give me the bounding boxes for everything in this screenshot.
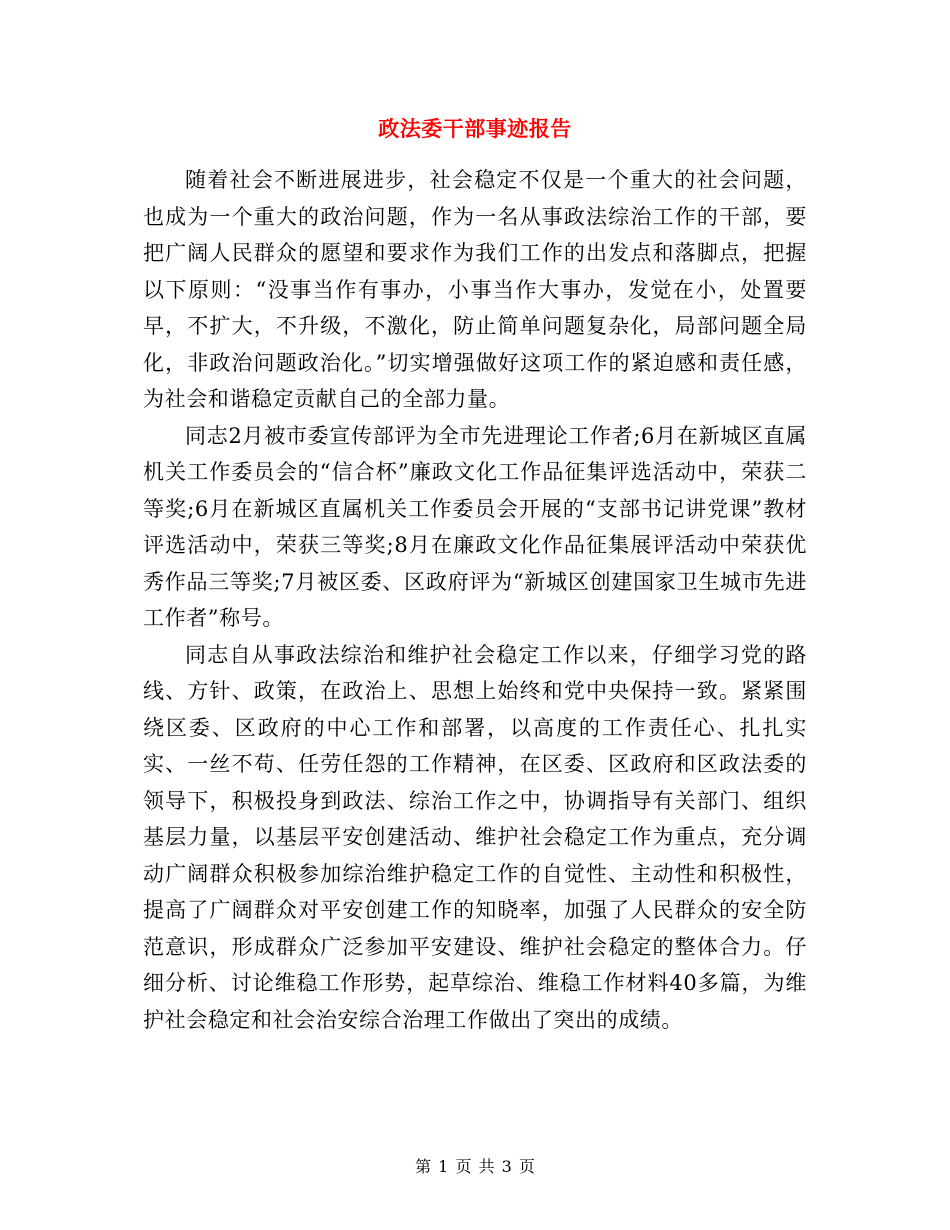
- page-footer: 第 1 页 共 3 页: [415, 1157, 535, 1176]
- document-body: [143, 162, 807, 1038]
- document-title: 政法委干部事迹报告: [378, 116, 572, 141]
- paragraph-3: 同志自从事政法综治和维护社会稳定工作以来，仔细学习党的路线、方针、政策，在政治上、思想上始终和党中央保持一致。紧紧围绕区委、区政府的中心工作和部署，以高度的工作责任心、扎扎实实、一丝不苟、任劳任怨的工作精神，在区委、区政府和区政法委的领导下，积极投身到政法、综治工作之中，协调指导有关部门、组织基层力量，以基层平安创建活动、维护社会稳定工作为重点，充分调动广阔群众积极参加综治维护稳定工作的自觉性、主动性和积极性，提高了广阔群众对平安创建工作的知晓率，加强了人民群众的安全防范意识，形成群众广泛参加平安建设、维护社会稳定的整体合力。仔细分析、讨论维稳工作形势，起草综治、维稳工作材料40多篇，为维护社会稳定和社会治安综合治理工作做出了突出的成绩。: [143, 642, 807, 1032]
- paragraph-2: 同志2月被市委宣传部评为全市先进理论工作者;6月在新城区直属机关工作委员会的“信合杯”廉政文化工作品征集评选活动中，荣获二等奖;6月在新城区直属机关工作委员会开展的“支部书记讲党课”教材评选活动中，荣获三等奖;8月在廉政文化作品征集展评活动中荣获优秀作品三等奖;7月被区委、区政府评为“新城区创建国家卫生城市先进工作者”称号。: [143, 423, 807, 630]
- paragraph-1: 随着社会不断进展进步，社会稳定不仅是一个重大的社会问题，也成为一个重大的政治问题，作为一名从事政法综治工作的干部，要把广阔人民群众的愿望和要求作为我们工作的出发点和落脚点，把握以下原则：“没事当作有事办，小事当作大事办，发觉在小，处置要早，不扩大，不升级，不激化，防止简单问题复杂化，局部问题全局化，非政治问题政治化。”切实增强做好这项工作的紧迫感和责任感，为社会和谐稳定贡献自己的全部力量。: [143, 168, 807, 411]
